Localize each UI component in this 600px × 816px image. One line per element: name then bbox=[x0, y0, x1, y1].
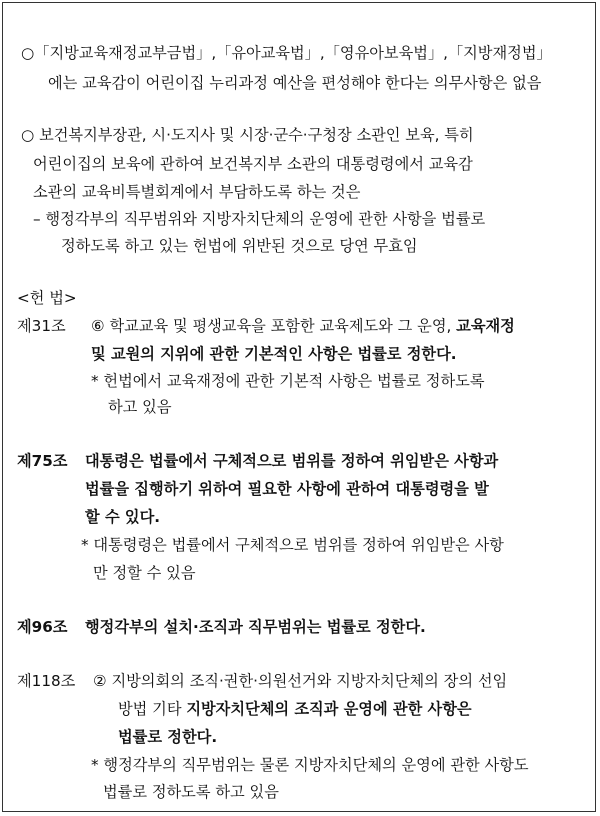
article-118-text-plain: 방법 기타 bbox=[118, 700, 187, 718]
article-75-line-1: 대통령은 법률에서 구체적으로 범위를 정하여 위임받은 사항과 bbox=[85, 452, 499, 470]
article-75-line-2: 법률을 집행하기 위하여 필요한 사항에 관하여 대통령령을 발 bbox=[85, 480, 489, 498]
bullet-line-1: ○「지방교육재정교부금법」,「유아교육법」,「영유아보육법」,「지방재정법」 bbox=[21, 44, 552, 62]
bullet-line-2-cont2: 소관의 교육비특별회계에서 부담하도록 하는 것은 bbox=[33, 183, 361, 201]
article-118-text-bold: 지방자치단체의 조직과 운영에 관한 사항은 bbox=[186, 700, 472, 718]
sub-bullet-line-cont: 정하도록 하고 있는 헌법에 위반된 것으로 당연 무효임 bbox=[61, 237, 418, 255]
article-31-text-plain: ⑥ 학교교육 및 평생교육을 포함한 교육제도와 그 운영, bbox=[91, 317, 457, 335]
article-96-line-1: 행정각부의 설치·조직과 직무범위는 법률로 정한다. bbox=[85, 618, 426, 636]
bullet-line-1-cont: 에는 교육감이 어린이집 누리과정 예산을 편성해야 한다는 의무사항은 없음 bbox=[48, 74, 542, 92]
sub-bullet-line: – 행정각부의 직무범위와 지방자치단체의 운영에 관한 사항을 법률로 bbox=[33, 210, 486, 228]
article-75-line-3: 할 수 있다. bbox=[85, 508, 161, 526]
article-75-label: 제75조 bbox=[17, 452, 68, 470]
article-75-note-1: * 대통령령은 법률에서 구체적으로 범위를 정하여 위임받은 사항 bbox=[81, 536, 504, 554]
article-96-label: 제96조 bbox=[17, 618, 68, 636]
article-118-note-1: * 행정각부의 직무범위는 물론 지방자치단체의 운영에 관한 사항도 bbox=[91, 756, 529, 774]
article-118-line-2 bbox=[118, 699, 472, 719]
article-31-label: 제31조 bbox=[17, 317, 66, 335]
article-118-line-1: ② 지방의회의 조직·권한·의원선거와 지방자치단체의 장의 선임 bbox=[93, 672, 508, 690]
bullet-line-2-cont1: 어린이집의 보육에 관하여 보건복지부 소관의 대통령령에서 교육감 bbox=[33, 155, 473, 173]
document-frame bbox=[2, 2, 596, 812]
constitution-heading: <헌 법> bbox=[17, 289, 77, 307]
article-31-note-1: * 헌법에서 교육재정에 관한 기본적 사항은 법률로 정하도록 bbox=[91, 372, 485, 390]
article-118-label: 제118조 bbox=[17, 672, 76, 690]
article-118-line-3: 법률로 정한다. bbox=[118, 728, 218, 746]
article-31-line-2: 및 교원의 지위에 관한 기본적인 사항은 법률로 정한다. bbox=[91, 345, 457, 363]
article-31-note-2: 하고 있음 bbox=[108, 398, 172, 416]
article-75-note-2: 만 정할 수 있음 bbox=[93, 564, 196, 582]
article-31-text-bold: 교육재정 bbox=[456, 317, 515, 335]
bullet-line-2: ○ 보건복지부장관, 시·도지사 및 시장·군수·구청장 소관인 보육, 특히 bbox=[21, 126, 474, 144]
article-31-line-1 bbox=[91, 316, 515, 336]
article-118-note-2: 법률로 정하도록 하고 있음 bbox=[103, 783, 279, 801]
